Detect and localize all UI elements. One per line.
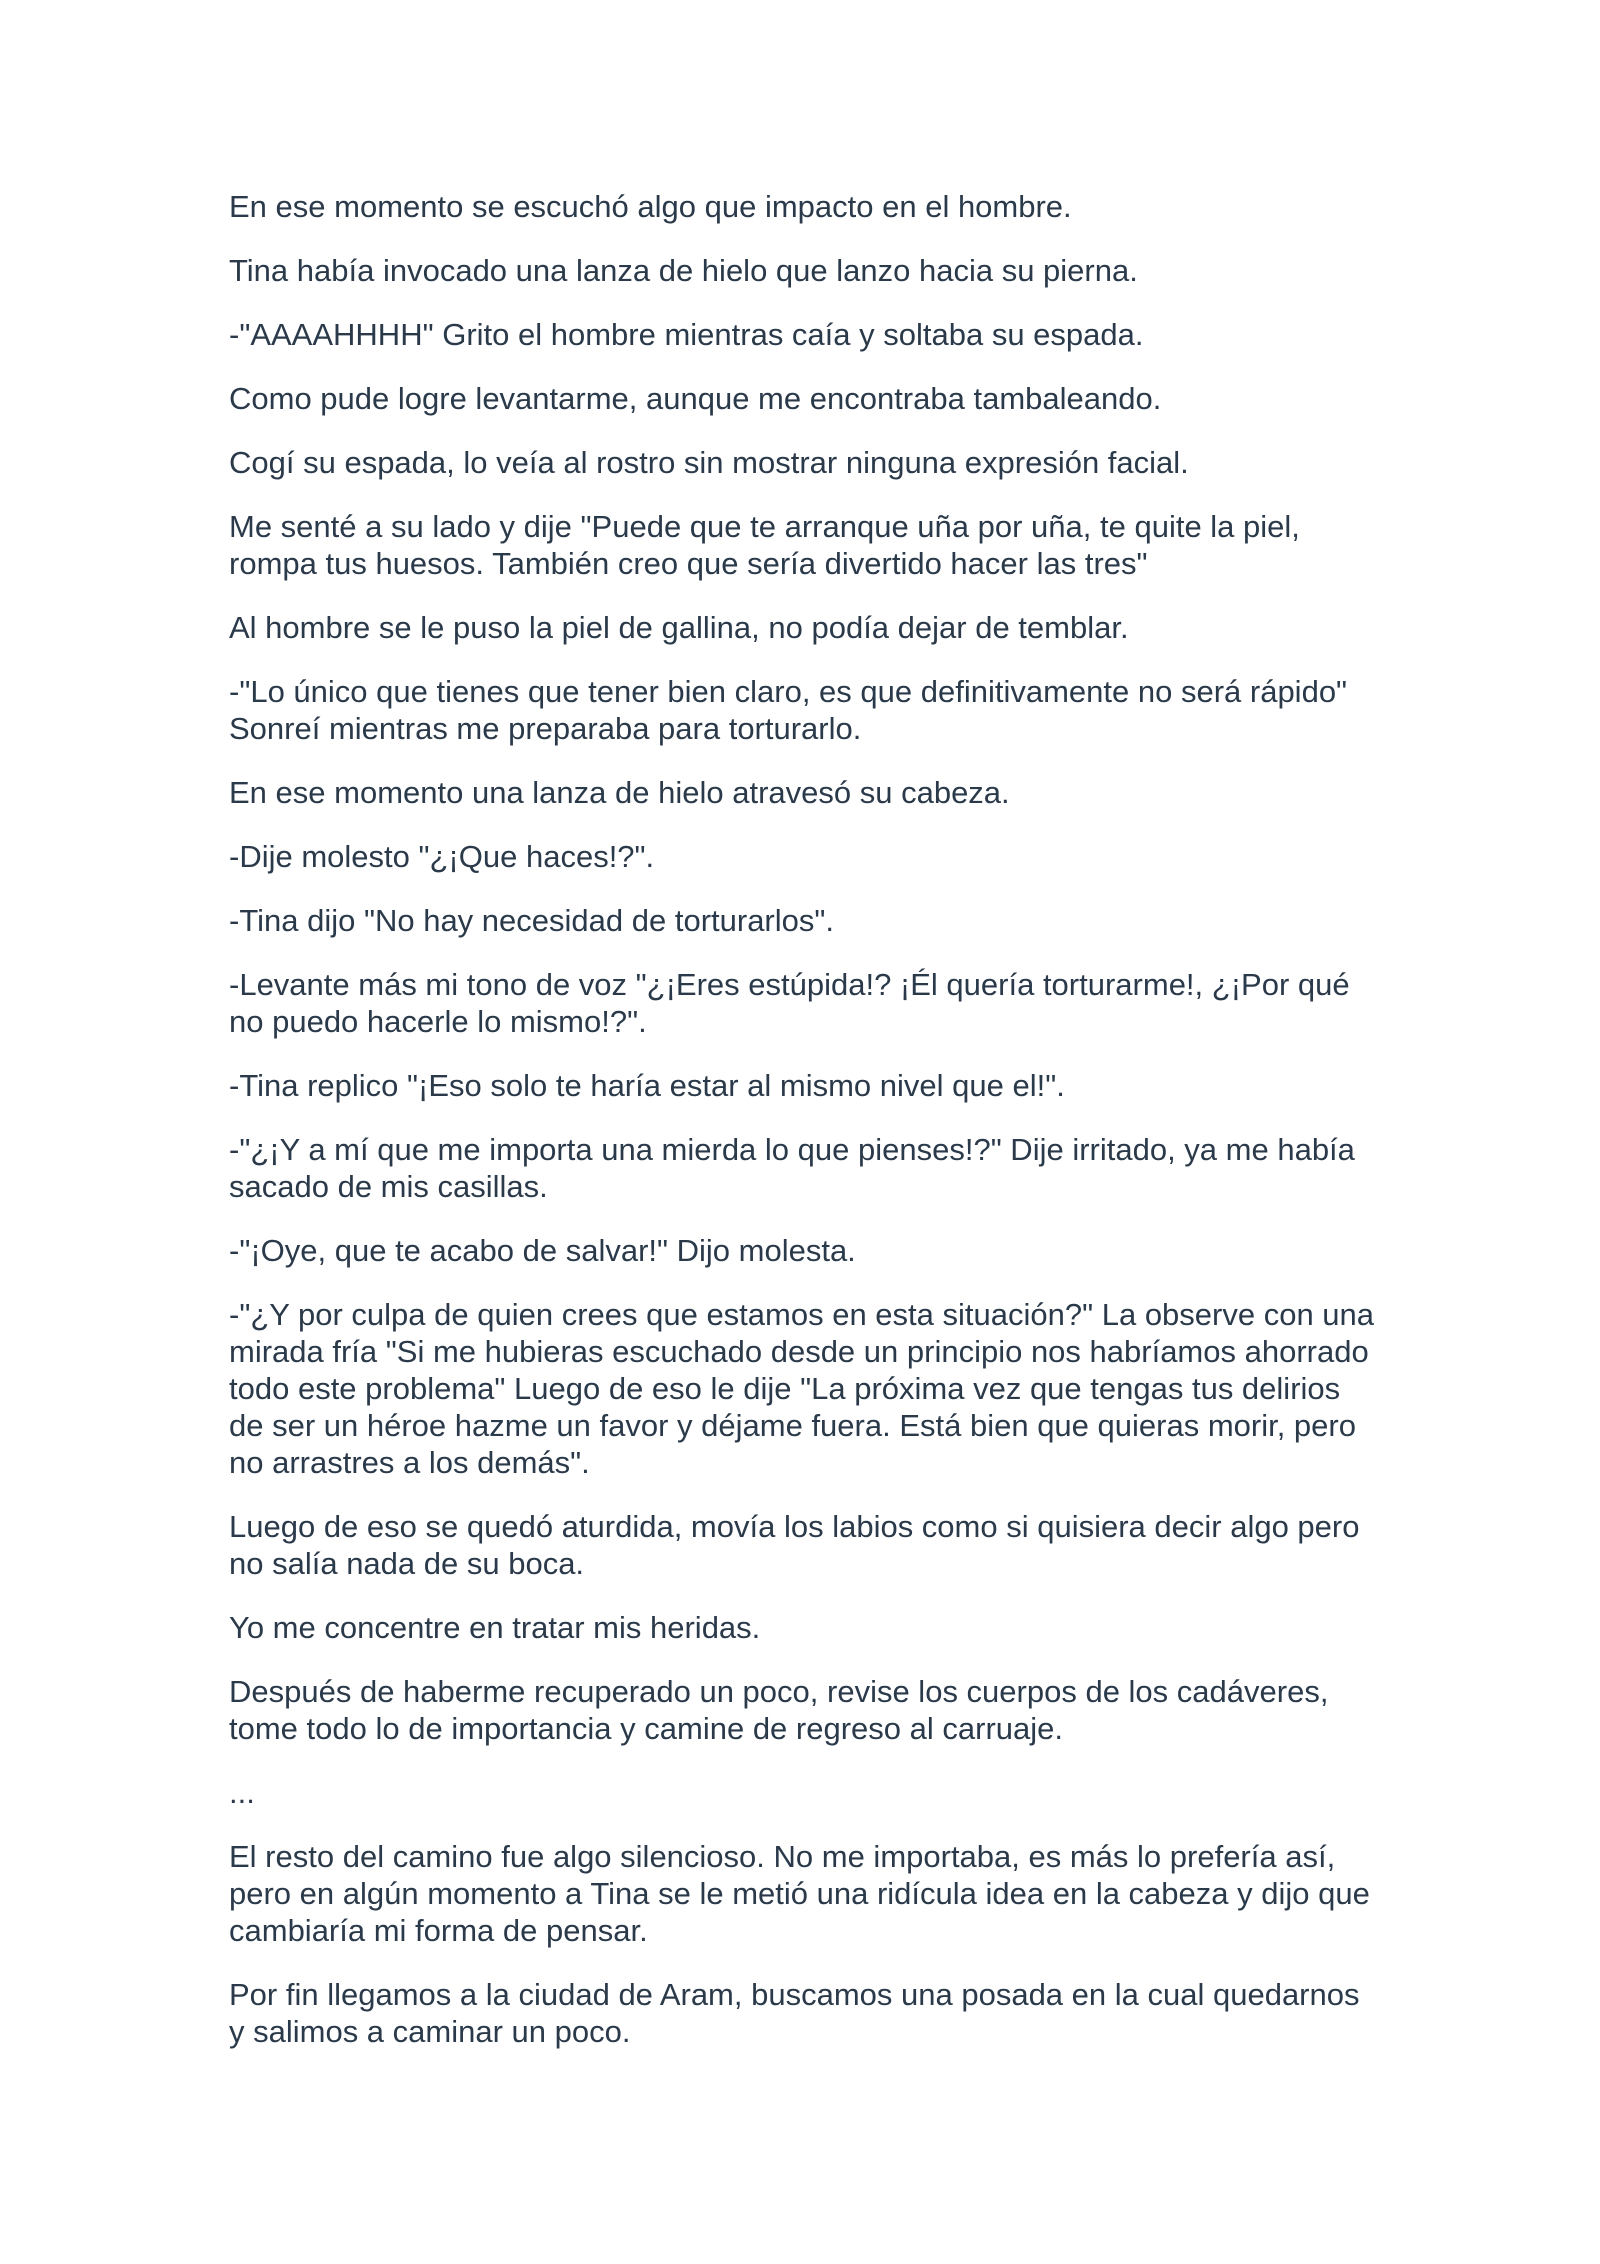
- paragraph-9: En ese momento una lanza de hielo atravesó su cabeza.: [229, 775, 1010, 810]
- paragraph-21: Por fin llegamos a la ciudad de Aram, buscamos una posada en la cual quedarnos y salimos a caminar un poco.: [229, 1977, 1360, 2049]
- paragraph-4: Como pude logre levantarme, aunque me encontraba tambaleando.: [229, 381, 1162, 416]
- paragraph-1: En ese momento se escuchó algo que impacto en el hombre.: [229, 189, 1072, 224]
- paragraph-12: -Levante más mi tono de voz "¿¡Eres estúpida!? ¡Él quería torturarme!, ¿¡Por qué no puedo hacerle lo mismo!?".: [229, 967, 1350, 1039]
- paragraph-7: Al hombre se le puso la piel de gallina, no podía dejar de temblar.: [229, 610, 1129, 645]
- scene-break: ...: [229, 1775, 255, 1810]
- paragraph-20: El resto del camino fue algo silencioso. No me importaba, es más lo prefería así, pero en algún momento a Tina se le metió una ridícula idea en la cabeza y dijo que cambiaría mi forma de pensar.: [229, 1839, 1370, 1948]
- paragraph-8: -"Lo único que tienes que tener bien claro, es que definitivamente no será rápido" Sonreí mientras me preparaba para torturarlo.: [229, 674, 1348, 746]
- paragraph-19: Después de haberme recuperado un poco, revise los cuerpos de los cadáveres, tome todo lo de importancia y camine de regreso al carruaje.: [229, 1674, 1329, 1746]
- paragraph-6: Me senté a su lado y dije "Puede que te arranque uña por uña, te quite la piel, rompa tus huesos. También creo que sería divertido hacer las tres": [229, 509, 1300, 581]
- paragraph-2: Tina había invocado una lanza de hielo que lanzo hacia su pierna.: [229, 253, 1138, 288]
- paragraph-10: -Dije molesto "¿¡Que haces!?".: [229, 839, 655, 874]
- paragraph-11: -Tina dijo "No hay necesidad de torturarlos".: [229, 903, 834, 938]
- paragraph-17: Luego de eso se quedó aturdida, movía los labios como si quisiera decir algo pero no salía nada de su boca.: [229, 1509, 1360, 1581]
- paragraph-16: -"¿Y por culpa de quien crees que estamos en esta situación?" La observe con una mirada fría "Si me hubieras escuchado desde un principio nos habríamos ahorrado todo este problema" Luego de eso le dije "La próxima vez que tengas tus delirios de ser un héroe hazme un favor y déjame fuera. Está bien que quieras morir, pero no arrastres a los demás".: [229, 1297, 1375, 1480]
- paragraph-18: Yo me concentre en tratar mis heridas.: [229, 1610, 761, 1645]
- paragraph-3: -"AAAAHHHH" Grito el hombre mientras caía y soltaba su espada.: [229, 317, 1144, 352]
- paragraph-5: Cogí su espada, lo veía al rostro sin mostrar ninguna expresión facial.: [229, 445, 1189, 480]
- paragraph-15: -"¡Oye, que te acabo de salvar!" Dijo molesta.: [229, 1233, 856, 1268]
- document-body: [229, 188, 1379, 2077]
- paragraph-13: -Tina replico "¡Eso solo te haría estar al mismo nivel que el!".: [229, 1068, 1065, 1103]
- paragraph-14: -"¿¡Y a mí que me importa una mierda lo que pienses!?" Dije irritado, ya me había sacado de mis casillas.: [229, 1132, 1355, 1204]
